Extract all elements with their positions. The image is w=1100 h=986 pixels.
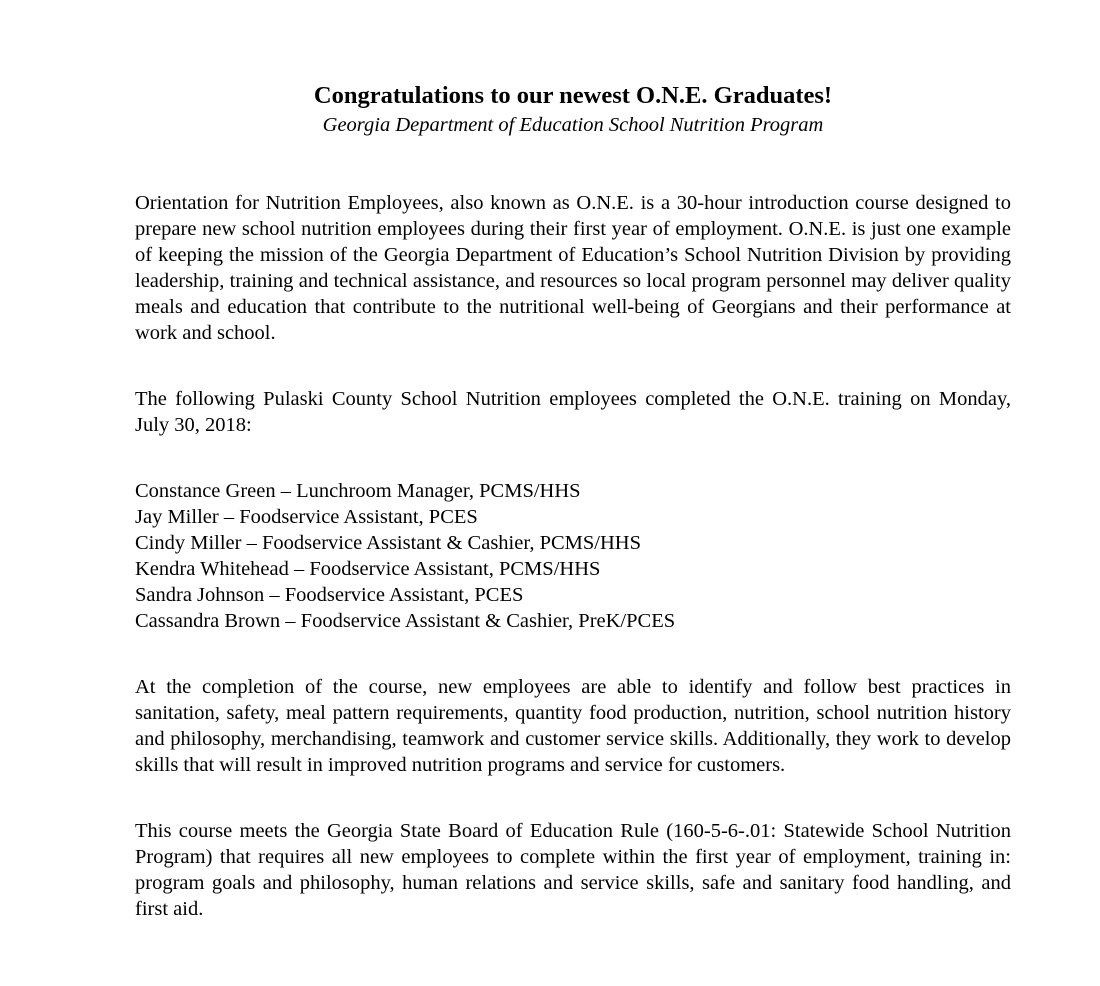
document-title: Congratulations to our newest O.N.E. Graduates! (313, 82, 833, 109)
intro-paragraph: Orientation for Nutrition Employees, also known as O.N.E. is a 30-hour introduction course designed to prepare new school nutrition employees during their first year of employment. O.N.E. is just one example of keeping the mission of the Georgia Department of Education’s School Nutrition Division by providing leadership, training and technical assistance, and resources so local program personnel may deliver quality meals and education that contribute to the nutritional well-being of Georgians and their performance at work and school. (135, 192, 1011, 344)
graduates-list (135, 478, 1011, 634)
rule-paragraph: This course meets the Georgia State Board of Education Rule (160-5-6-.01: Statewide School Nutrition Program) that requires all new employees to complete within the first year of employment, training in: program goals and philosophy, human relations and service skills, safe and sanitary food handling, and first aid. (135, 820, 1011, 920)
graduate-item: Sandra Johnson – Foodservice Assistant, PCES (135, 584, 524, 606)
document-page (135, 80, 1011, 922)
graduate-item: Jay Miller – Foodservice Assistant, PCES (135, 506, 478, 528)
graduate-item: Cassandra Brown – Foodservice Assistant & Cashier, PreK/PCES (135, 610, 676, 632)
graduate-item: Constance Green – Lunchroom Manager, PCMS/HHS (135, 480, 581, 502)
completion-paragraph: At the completion of the course, new employees are able to identify and follow best practices in sanitation, safety, meal pattern requirements, quantity food production, nutrition, school nutrition history and philosophy, merchandising, teamwork and customer service skills. Additionally, they work to develop skills that will result in improved nutrition programs and service for customers. (135, 676, 1011, 776)
following-paragraph: The following Pulaski County School Nutrition employees completed the O.N.E. training on Monday, July 30, 2018: (135, 388, 1011, 436)
document-subtitle: Georgia Department of Education School Nutrition Program (322, 114, 824, 136)
graduate-item: Cindy Miller – Foodservice Assistant & Cashier, PCMS/HHS (135, 532, 642, 554)
graduate-item: Kendra Whitehead – Foodservice Assistant, PCMS/HHS (135, 558, 601, 580)
